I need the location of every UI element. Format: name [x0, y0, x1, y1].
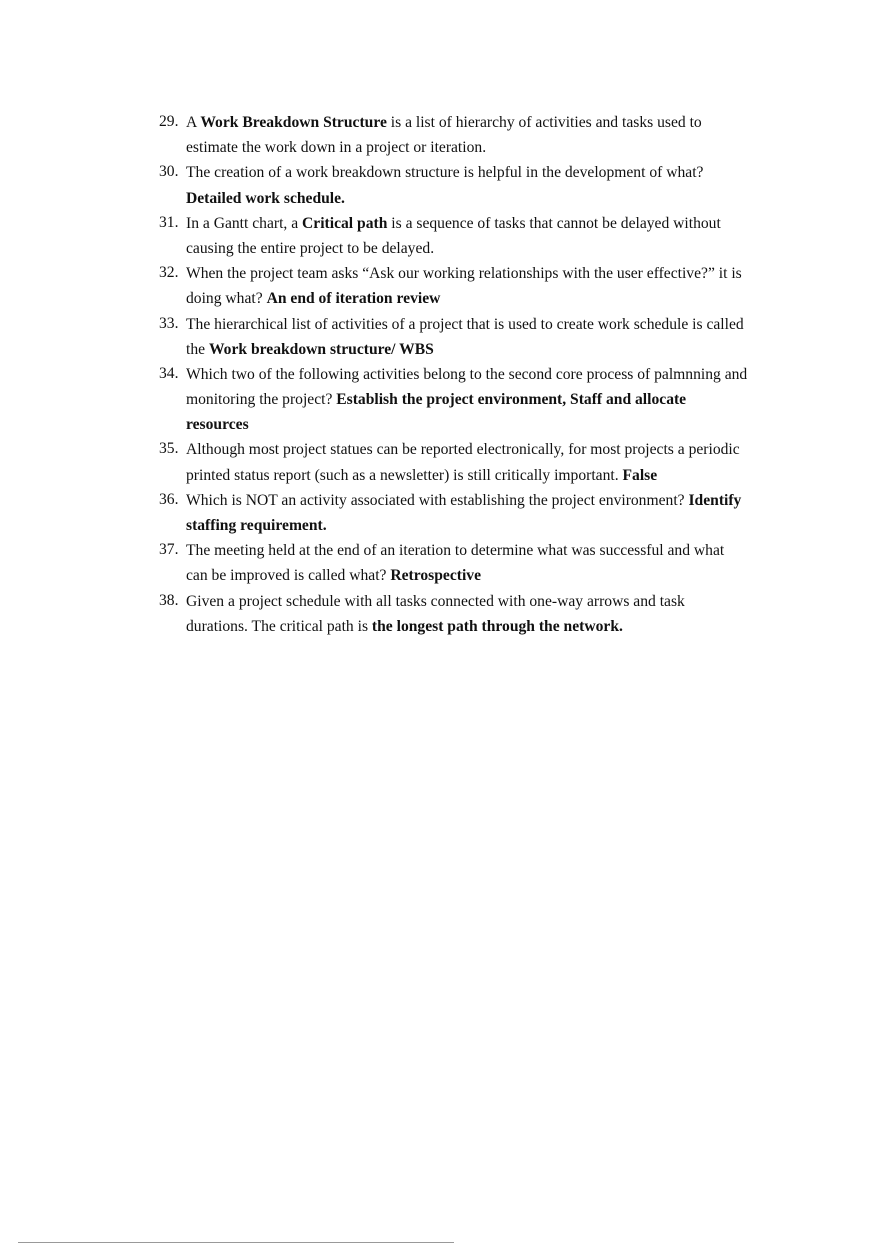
answer-text: False [622, 466, 658, 484]
question-text: Given a project schedule with all tasks connected with one-way arrows and task [186, 592, 685, 610]
question-item [150, 163, 790, 213]
question-line [186, 516, 790, 541]
question-line [186, 315, 790, 340]
answer-text: the longest path through the network. [371, 617, 623, 635]
question-text: doing what? [186, 290, 267, 308]
question-text: the [186, 340, 209, 358]
question-line [186, 491, 790, 516]
question-text: In a Gantt chart, a [186, 214, 303, 232]
question-line [186, 365, 790, 390]
question-number: 33. [159, 314, 179, 332]
question-item [150, 365, 790, 441]
question-number: 29. [159, 113, 179, 130]
question-text: can be improved is called what? [186, 567, 391, 585]
answer-text: Work breakdown structure/ WBS [208, 340, 434, 358]
question-item [150, 440, 790, 490]
question-item [150, 264, 790, 314]
question-number: 34. [159, 364, 179, 382]
question-text: When the project team asks “Ask our working relationships with the user effective?” it is [186, 265, 742, 283]
question-text: is a list of hierarchy of activities and tasks used to [386, 114, 702, 131]
question-text: The hierarchical list of activities of a project that is used to create work schedule is called [186, 315, 744, 333]
question-line [186, 163, 790, 188]
question-text: The creation of a work breakdown structure is helpful in the development of what? [186, 164, 704, 182]
question-text: Which is NOT an activity associated with establishing the project environment? [186, 491, 689, 509]
answer-text: An end of iteration review [266, 290, 441, 308]
question-line [186, 415, 790, 440]
question-item [150, 113, 790, 163]
question-line [186, 340, 790, 365]
question-item [150, 214, 790, 264]
answer-text: Detailed work schedule. [186, 189, 345, 207]
question-line [186, 390, 790, 415]
question-number: 38. [159, 591, 179, 609]
question-line [186, 541, 790, 566]
answer-text: Identify [688, 491, 742, 509]
answer-text: Critical path [302, 214, 388, 232]
question-line [186, 264, 790, 289]
question-text: is a sequence of tasks that cannot be delayed without [387, 214, 721, 232]
question-list [150, 113, 790, 642]
question-line [186, 239, 790, 264]
footnote-divider [18, 1242, 454, 1243]
question-line [186, 440, 790, 465]
question-number: 31. [159, 213, 179, 231]
question-number: 35. [159, 440, 179, 458]
question-text: Which two of the following activities belong to the second core process of palmnning and [186, 365, 748, 383]
question-text: causing the entire project to be delayed. [186, 239, 435, 257]
question-line [186, 189, 790, 214]
question-line [186, 113, 790, 138]
question-item [150, 315, 790, 365]
question-item [150, 592, 790, 642]
answer-text: staffing requirement. [186, 517, 327, 534]
question-number: 32. [159, 264, 179, 282]
question-item [150, 541, 790, 591]
question-text: The meeting held at the end of an iteration to determine what was successful and what [186, 542, 725, 560]
question-text: estimate the work down in a project or iteration. [186, 139, 487, 157]
question-text: A [186, 114, 201, 131]
question-text: printed status report (such as a newsletter) is still critically important. [186, 466, 623, 484]
question-item [150, 491, 790, 541]
question-text: durations. The critical path is [186, 617, 372, 635]
question-text: Although most project statues can be reported electronically, for most projects a periodic [186, 441, 740, 459]
question-number: 30. [159, 163, 179, 181]
question-line [186, 592, 790, 617]
question-line [186, 617, 790, 642]
question-text: monitoring the project? [186, 391, 337, 409]
question-line [186, 466, 790, 491]
question-line [186, 214, 790, 239]
question-number: 37. [159, 541, 179, 559]
question-line [186, 138, 790, 163]
question-number: 36. [159, 490, 179, 508]
answer-text: Work Breakdown Structure [200, 114, 387, 131]
answer-text: resources [186, 416, 249, 434]
question-line [186, 566, 790, 591]
question-line [186, 289, 790, 314]
answer-text: Establish the project environment, Staff and allocate [336, 391, 687, 409]
answer-text: Retrospective [390, 567, 482, 585]
